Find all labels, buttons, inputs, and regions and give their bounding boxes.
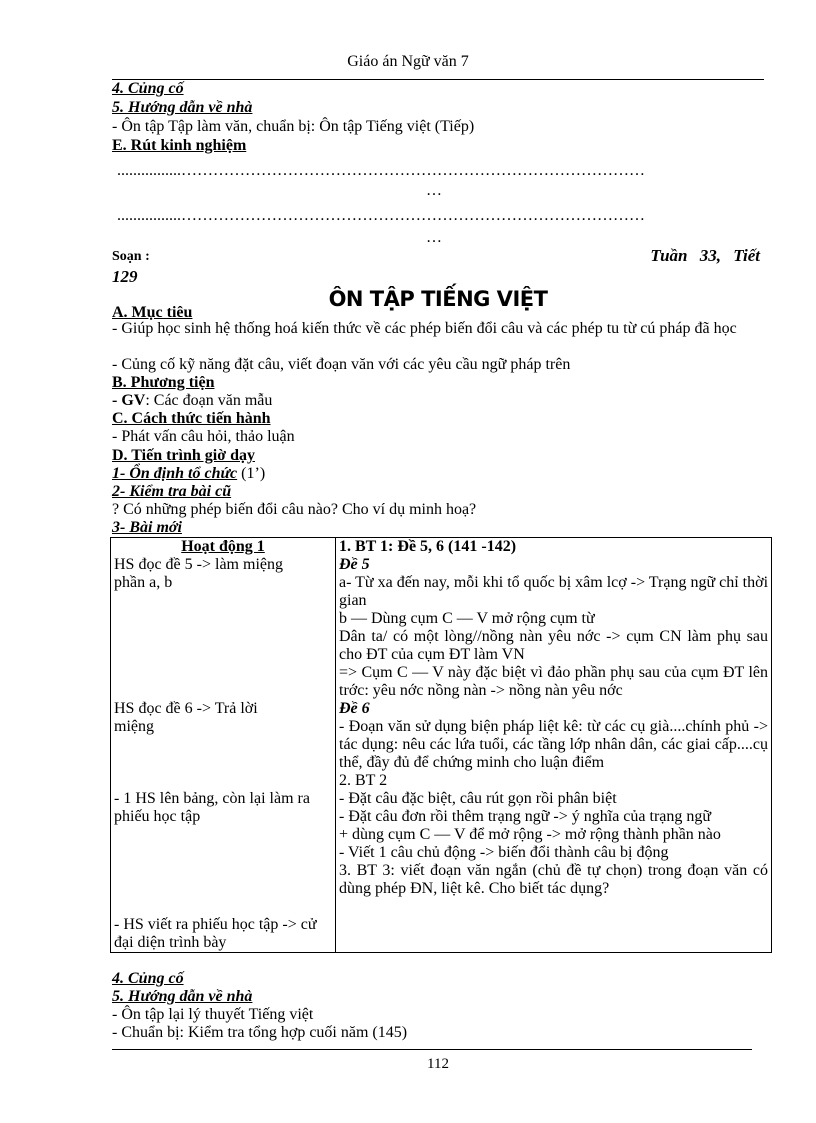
content-line: - Viết 1 câu chủ động -> biến đổi thành câu bị động: [339, 844, 669, 861]
content-line: => Cụm C — V này đặc biệt vì đảo phần phụ sau của cụm ĐT lên trớc: yêu nớc nồng nàn -> nồng nàn yêu nớc: [339, 664, 768, 699]
content-line: 3. BT 3: viết đoạn văn ngắn (chủ đề tự chọn) trong đoạn văn có dùng phép ĐN, liệt kê. Cho biết tác dụng?: [339, 862, 768, 897]
de5-heading: Đề 5: [339, 556, 370, 573]
d1-line: 1- Ổn định tổ chức (1’): [112, 465, 266, 482]
content-column: [336, 538, 772, 953]
section-d-heading: D. Tiến trình giờ dạy: [112, 447, 255, 464]
dotted-line-1: ................……………………………………………………………………………: [117, 162, 645, 179]
tuan-tiet: Tuần 33, Tiết: [650, 246, 760, 265]
section-a-item-1: - Giúp học sinh hệ thống hoá kiến thức về các phép biến đổi câu và các phép tu từ cú pháp đã học: [112, 320, 737, 337]
cung-co-heading: 4. Củng cố: [112, 80, 184, 97]
teacher-student-column: [111, 538, 336, 953]
section-b-item: - GV: Các đoạn văn mẫu: [112, 392, 273, 409]
page-header-title: Giáo án Ngữ văn 7: [347, 53, 469, 70]
bottom-item-2: - Chuẩn bị: Kiểm tra tổng hợp cuối năm (145): [112, 1024, 408, 1041]
table-row: [111, 538, 772, 953]
content-line: - Đặt câu đơn rồi thêm trạng ngữ -> ý nghĩa của trạng ngữ: [339, 808, 712, 825]
content-line: a- Từ xa đến nay, mỗi khi tổ quốc bị xâm lcợ -> Trạng ngữ chỉ thời gian: [339, 574, 769, 609]
ellipsis-1: …: [426, 182, 442, 199]
left-step-2: HS đọc đề 6 -> Trả lời miệng: [114, 700, 258, 735]
bottom-huong-dan-heading: 5. Hướng dẫn về nhà: [112, 988, 253, 1005]
content-line: - Đoạn văn sử dụng biện pháp liệt kê: từ các cụ già....chính phủ -> tác dụng: nêu các lứa tuổi, các tầng lớp nhân dân, các giai cấp....cụ thể, đầy đủ để chứng minh cho luận điểm: [339, 718, 768, 771]
activity-table: [110, 537, 772, 953]
left-step-3: - 1 HS lên bảng, còn lại làm ra phiếu học tập: [114, 790, 310, 825]
content-line: + dùng cụm C — V để mở rộng -> mở rộng thành phần nào: [339, 826, 721, 843]
section-b-heading: B. Phương tiện: [112, 374, 215, 391]
huong-dan-heading: 5. Hướng dẫn về nhà: [112, 99, 253, 116]
section-c-heading: C. Cách thức tiến hành: [112, 410, 271, 427]
soan-label: Soạn :: [112, 249, 150, 264]
dotted-line-2: ................……………………………………………………………………………: [117, 207, 645, 224]
section-c-item: - Phát vấn câu hỏi, thảo luận: [112, 428, 295, 445]
content-line: Dân ta/ có một lòng//nồng nàn yêu nớc -> cụm CN làm phụ sau cho ĐT của cụm ĐT làm VN: [339, 628, 768, 663]
section-a-heading: A. Mục tiêu: [112, 304, 193, 321]
bt1-heading: 1. BT 1: Đề 5, 6 (141 -142): [339, 538, 517, 555]
left-step-4: - HS viết ra phiếu học tập -> cử đại diện trình bày: [114, 916, 317, 951]
de6-heading: Đề 6: [339, 700, 370, 717]
activity-heading: Hoạt động 1: [181, 538, 265, 555]
content-line: b — Dùng cụm C — V mở rộng cụm từ: [339, 610, 595, 627]
header-rule: [112, 79, 764, 80]
page-number: 112: [427, 1056, 449, 1072]
tiet-number: 129: [112, 267, 138, 286]
huong-dan-item: - Ôn tập Tập làm văn, chuẩn bị: Ôn tập Tiếng việt (Tiếp): [112, 118, 475, 135]
ellipsis-2: …: [426, 229, 442, 246]
lesson-title: ÔN TẬP TIẾNG VIỆT: [328, 287, 548, 311]
footer-rule: [112, 1049, 752, 1050]
content-line: - Đặt câu đặc biệt, câu rút gọn rồi phân biệt: [339, 790, 617, 807]
bottom-cung-co-heading: 4. Củng cố: [112, 970, 184, 987]
bottom-item-1: - Ôn tập lại lý thuyết Tiếng việt: [112, 1006, 314, 1023]
section-a-item-2: - Củng cố kỹ năng đặt câu, viết đoạn văn với các yêu cầu ngữ pháp trên: [112, 356, 571, 373]
left-step-1: HS đọc đề 5 -> làm miệng phần a, b: [114, 556, 283, 591]
d2-label: 2- Kiểm tra bài cũ: [112, 483, 232, 500]
d3-label: 3- Bài mới: [112, 519, 182, 536]
d2-question: ? Có những phép biến đổi câu nào? Cho ví dụ minh hoạ?: [112, 501, 477, 518]
content-line: 2. BT 2: [339, 772, 388, 789]
rut-kinh-nghiem-heading: E. Rút kinh nghiệm: [112, 137, 247, 154]
